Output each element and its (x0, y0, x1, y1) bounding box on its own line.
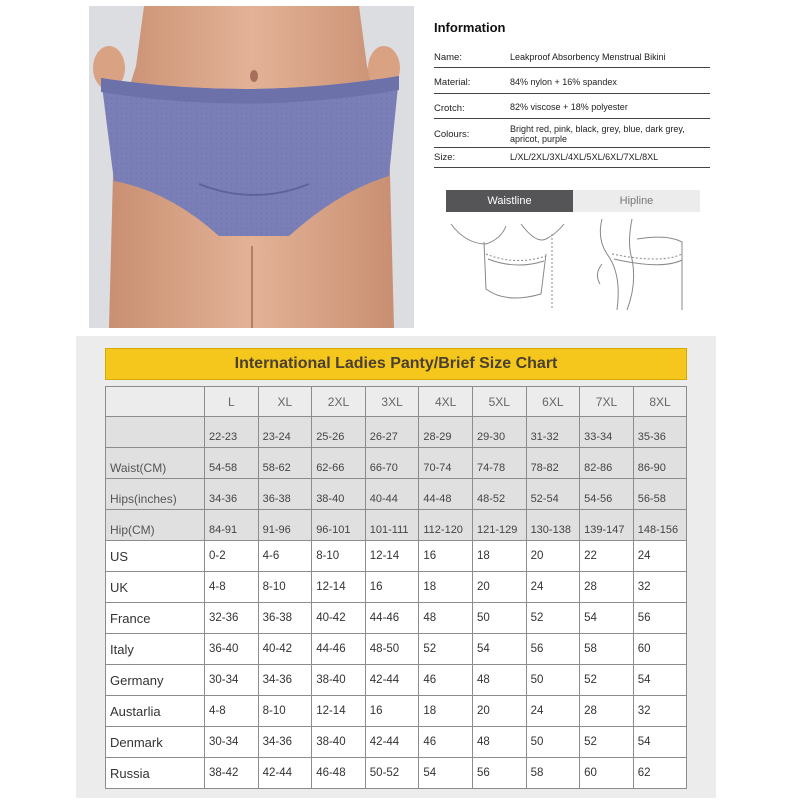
table-row (106, 572, 687, 603)
row-label: Denmark (106, 727, 205, 758)
table-cell: 18 (472, 541, 526, 572)
table-cell: 35-36 (633, 417, 687, 448)
info-title: Information (434, 20, 506, 35)
table-cell: 48 (472, 665, 526, 696)
size-header-cell: XL (258, 387, 312, 417)
table-cell: 28 (580, 572, 634, 603)
table-cell: 44-46 (312, 634, 366, 665)
size-header-cell: 5XL (472, 387, 526, 417)
info-key: Colours: (434, 129, 470, 140)
table-cell: 20 (526, 541, 580, 572)
table-row (106, 479, 687, 510)
table-cell: 8-10 (258, 696, 312, 727)
size-chart-title: International Ladies Panty/Brief Size Chart (105, 348, 687, 380)
table-cell: 84-91 (205, 510, 259, 541)
table-cell: 16 (419, 541, 473, 572)
info-row (434, 148, 710, 168)
info-row (434, 48, 710, 68)
table-cell: 46-48 (312, 758, 366, 789)
table-cell: 8-10 (258, 572, 312, 603)
table-cell: 30-34 (205, 665, 259, 696)
size-header-cell: 7XL (580, 387, 634, 417)
table-cell: 40-42 (258, 634, 312, 665)
table-cell: 33-34 (580, 417, 634, 448)
info-value: Bright red, pink, black, grey, blue, dark grey, apricot, purple (510, 124, 685, 144)
table-cell: 22 (580, 541, 634, 572)
table-cell: 34-36 (205, 479, 259, 510)
table-cell: 50 (526, 727, 580, 758)
table-cell: 32 (633, 696, 687, 727)
table-cell: 96-101 (312, 510, 366, 541)
table-cell: 12-14 (312, 572, 366, 603)
info-row (434, 98, 710, 119)
table-cell: 148-156 (633, 510, 687, 541)
table-row (106, 541, 687, 572)
table-cell: 22-23 (205, 417, 259, 448)
row-label: US (106, 541, 205, 572)
table-cell: 26-27 (365, 417, 419, 448)
table-cell: 62 (633, 758, 687, 789)
table-cell: 48 (419, 603, 473, 634)
table-cell: 130-138 (526, 510, 580, 541)
table-cell: 54 (633, 727, 687, 758)
table-cell: 42-44 (365, 665, 419, 696)
header-blank-cell (106, 387, 205, 417)
table-cell: 42-44 (365, 727, 419, 758)
row-label (106, 417, 205, 448)
table-cell: 34-36 (258, 665, 312, 696)
table-cell: 40-44 (365, 479, 419, 510)
table-cell: 48 (472, 727, 526, 758)
info-value: Leakproof Absorbency Menstrual Bikini (510, 51, 666, 62)
table-cell: 54-58 (205, 448, 259, 479)
table-cell: 4-6 (258, 541, 312, 572)
table-cell: 0-2 (205, 541, 259, 572)
table-cell: 54 (419, 758, 473, 789)
info-key: Crotch: (434, 102, 465, 114)
table-cell: 56 (633, 603, 687, 634)
table-cell: 60 (580, 758, 634, 789)
table-cell: 52 (580, 727, 634, 758)
info-row (434, 72, 710, 94)
tab-waistline[interactable]: Waistline (446, 190, 573, 212)
table-cell: 44-46 (365, 603, 419, 634)
table-cell: 60 (633, 634, 687, 665)
table-cell: 48-50 (365, 634, 419, 665)
table-cell: 78-82 (526, 448, 580, 479)
table-cell: 121-129 (472, 510, 526, 541)
measurement-tabs (446, 190, 700, 212)
table-cell: 139-147 (580, 510, 634, 541)
table-row (106, 727, 687, 758)
size-header-cell: 8XL (633, 387, 687, 417)
row-label: Germany (106, 665, 205, 696)
product-photo (89, 6, 414, 328)
table-cell: 54 (580, 603, 634, 634)
table-cell: 58 (580, 634, 634, 665)
table-cell: 18 (419, 572, 473, 603)
size-header-cell: 2XL (312, 387, 366, 417)
table-cell: 40-42 (312, 603, 366, 634)
table-cell: 82-86 (580, 448, 634, 479)
table-cell: 50 (472, 603, 526, 634)
table-cell: 28 (580, 696, 634, 727)
row-label: France (106, 603, 205, 634)
table-cell: 70-74 (419, 448, 473, 479)
table-cell: 52-54 (526, 479, 580, 510)
size-header-cell: L (205, 387, 259, 417)
table-cell: 8-10 (312, 541, 366, 572)
info-row (434, 122, 710, 148)
table-cell: 101-111 (365, 510, 419, 541)
table-cell: 24 (526, 696, 580, 727)
table-cell: 50 (526, 665, 580, 696)
table-cell: 54 (633, 665, 687, 696)
info-key: Name: (434, 52, 462, 63)
table-cell: 16 (365, 696, 419, 727)
table-cell: 12-14 (312, 696, 366, 727)
hipline-sketch (572, 214, 697, 310)
table-cell: 38-40 (312, 727, 366, 758)
table-cell: 112-120 (419, 510, 473, 541)
table-cell: 18 (419, 696, 473, 727)
table-cell: 28-29 (419, 417, 473, 448)
row-label: Russia (106, 758, 205, 789)
row-label: Italy (106, 634, 205, 665)
table-cell: 56-58 (633, 479, 687, 510)
table-cell: 38-40 (312, 665, 366, 696)
table-cell: 74-78 (472, 448, 526, 479)
table-cell: 32-36 (205, 603, 259, 634)
info-key: Size: (434, 152, 456, 163)
table-cell: 4-8 (205, 572, 259, 603)
table-cell: 46 (419, 665, 473, 696)
table-cell: 46 (419, 727, 473, 758)
table-cell: 36-40 (205, 634, 259, 665)
table-row (106, 510, 687, 541)
table-cell: 58-62 (258, 448, 312, 479)
row-label: Austarlia (106, 696, 205, 727)
table-cell: 58 (526, 758, 580, 789)
info-value: 82% viscose + 18% polyester (510, 102, 628, 113)
table-cell: 12-14 (365, 541, 419, 572)
table-row (106, 758, 687, 789)
table-cell: 38-40 (312, 479, 366, 510)
table-cell: 52 (526, 603, 580, 634)
table-cell: 42-44 (258, 758, 312, 789)
size-header-row (106, 387, 687, 417)
table-cell: 66-70 (365, 448, 419, 479)
table-cell: 24 (633, 541, 687, 572)
table-cell: 20 (472, 696, 526, 727)
table-cell: 36-38 (258, 479, 312, 510)
table-cell: 52 (580, 665, 634, 696)
table-row (106, 603, 687, 634)
waistline-sketch (446, 214, 571, 310)
table-cell: 16 (365, 572, 419, 603)
table-cell: 54 (472, 634, 526, 665)
info-value: 84% nylon + 16% spandex (510, 76, 617, 87)
table-cell: 25-26 (312, 417, 366, 448)
table-cell: 56 (526, 634, 580, 665)
row-label: Waist(CM) (106, 448, 205, 479)
size-chart-table (105, 386, 687, 789)
table-cell: 29-30 (472, 417, 526, 448)
table-cell: 30-34 (205, 727, 259, 758)
table-cell: 34-36 (258, 727, 312, 758)
table-cell: 50-52 (365, 758, 419, 789)
table-cell: 52 (419, 634, 473, 665)
info-value: L/XL/2XL/3XL/4XL/5XL/6XL/7XL/8XL (510, 151, 659, 162)
info-key: Material: (434, 77, 471, 88)
table-row (106, 448, 687, 479)
row-label: Hips(inches) (106, 479, 205, 510)
size-header-cell: 3XL (365, 387, 419, 417)
table-cell: 4-8 (205, 696, 259, 727)
table-cell: 48-52 (472, 479, 526, 510)
table-cell: 24 (526, 572, 580, 603)
table-cell: 62-66 (312, 448, 366, 479)
size-header-cell: 4XL (419, 387, 473, 417)
table-cell: 54-56 (580, 479, 634, 510)
table-cell: 86-90 (633, 448, 687, 479)
row-label: Hip(CM) (106, 510, 205, 541)
size-header-cell: 6XL (526, 387, 580, 417)
table-cell: 56 (472, 758, 526, 789)
table-row (106, 417, 687, 448)
table-cell: 44-48 (419, 479, 473, 510)
table-cell: 91-96 (258, 510, 312, 541)
information-panel (434, 20, 710, 42)
table-cell: 23-24 (258, 417, 312, 448)
row-label: UK (106, 572, 205, 603)
table-row (106, 696, 687, 727)
table-cell: 36-38 (258, 603, 312, 634)
table-cell: 38-42 (205, 758, 259, 789)
table-cell: 31-32 (526, 417, 580, 448)
tab-hipline[interactable]: Hipline (573, 190, 700, 212)
table-row (106, 665, 687, 696)
table-cell: 20 (472, 572, 526, 603)
table-cell: 32 (633, 572, 687, 603)
table-row (106, 634, 687, 665)
